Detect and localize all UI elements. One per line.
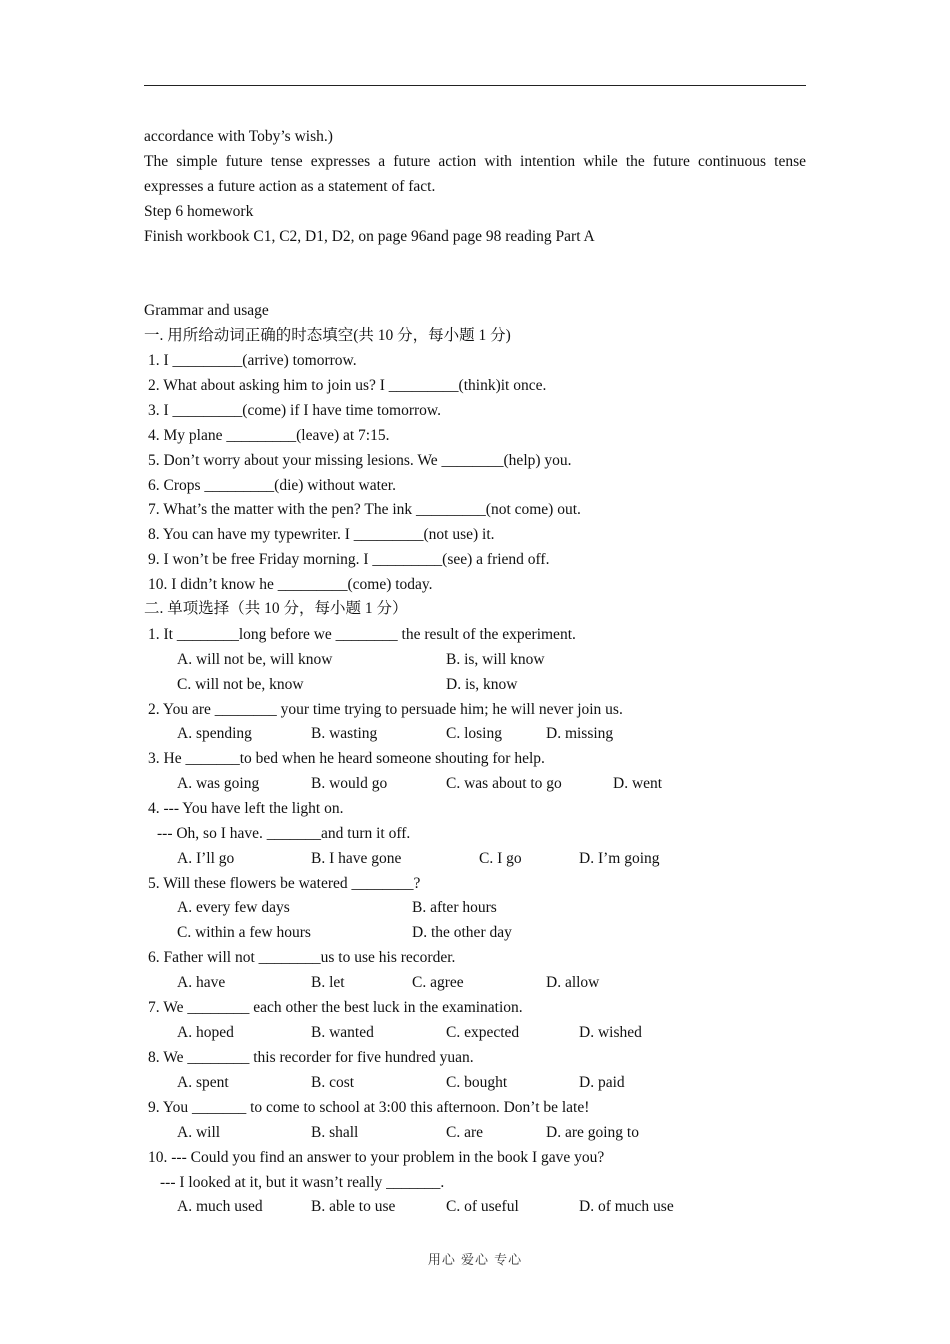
- q6-option-a: A. have: [177, 974, 226, 991]
- q4-option-d: D. I’m going: [579, 850, 660, 867]
- q1-option-a: A. will not be, will know: [177, 651, 333, 668]
- intro-line-2: The simple future tense expresses a future action with intention while the future continuous tense: [144, 153, 806, 170]
- q7-stem: 7. We ________ each other the best luck in the examination.: [148, 999, 523, 1016]
- q4-option-b: B. I have gone: [311, 850, 402, 867]
- section1-title: 一. 用所给动词正确的时态填空(共 10 分，每小题 1 分): [144, 327, 511, 344]
- q8-option-c: C. bought: [446, 1074, 508, 1091]
- q2-option-c: C. losing: [446, 725, 502, 742]
- q10-stem-reply: --- I looked at it, but it wasn’t really _______.: [160, 1174, 445, 1191]
- q10-option-d: D. of much use: [579, 1198, 674, 1215]
- q1-stem: 1. It ________long before we ________ the result of the experiment.: [148, 626, 576, 643]
- header-rule: [144, 85, 806, 86]
- q7-option-b: B. wanted: [311, 1024, 374, 1041]
- s1-item-6: 6. Crops _________(die) without water.: [148, 477, 396, 494]
- q10-stem: 10. --- Could you find an answer to your problem in the book I gave you?: [148, 1149, 605, 1166]
- section2-title: 二. 单项选择（共 10 分，每小题 1 分）: [144, 600, 408, 617]
- q5-stem: 5. Will these flowers be watered ________?: [148, 875, 421, 892]
- q2-option-a: A. spending: [177, 725, 252, 742]
- q2-option-d: D. missing: [546, 725, 614, 742]
- q6-option-b: B. let: [311, 974, 345, 991]
- q6-stem: 6. Father will not ________us to use his recorder.: [148, 949, 456, 966]
- q1-option-d: D. is, know: [446, 676, 518, 693]
- q5-option-c: C. within a few hours: [177, 924, 311, 941]
- s1-item-3: 3. I _________(come) if I have time tomorrow.: [148, 402, 441, 419]
- page-footer: 用心 爱心 专心: [427, 1253, 523, 1268]
- q6-option-d: D. allow: [546, 974, 600, 991]
- s1-item-7: 7. What’s the matter with the pen? The ink _________(not come) out.: [148, 501, 581, 518]
- q4-option-c: C. I go: [479, 850, 522, 867]
- q4-option-a: A. I’ll go: [177, 850, 235, 867]
- q4-stem: 4. --- You have left the light on.: [148, 800, 344, 817]
- q8-option-b: B. cost: [311, 1074, 355, 1091]
- s1-item-1: 1. I _________(arrive) tomorrow.: [148, 352, 357, 369]
- q3-stem: 3. He _______to bed when he heard someone shouting for help.: [148, 750, 545, 767]
- q3-option-d: D. went: [613, 775, 663, 792]
- s1-item-5: 5. Don’t worry about your missing lesions. We ________(help) you.: [148, 452, 572, 469]
- intro-line-3: expresses a future action as a statement of fact.: [144, 178, 436, 195]
- s1-item-4: 4. My plane _________(leave) at 7:15.: [148, 427, 390, 444]
- q8-stem: 8. We ________ this recorder for five hundred yuan.: [148, 1049, 474, 1066]
- q7-option-c: C. expected: [446, 1024, 520, 1041]
- q9-stem: 9. You _______ to come to school at 3:00 this afternoon. Don’t be late!: [148, 1099, 590, 1116]
- q1-option-c: C. will not be, know: [177, 676, 304, 693]
- q5-option-b: B. after hours: [412, 899, 497, 916]
- q10-option-a: A. much used: [177, 1198, 263, 1215]
- grammar-title: Grammar and usage: [144, 302, 269, 319]
- s1-item-8: 8. You can have my typewriter. I _________(not use) it.: [148, 526, 495, 543]
- q8-option-d: D. paid: [579, 1074, 625, 1091]
- q3-option-a: A. was going: [177, 775, 260, 792]
- q2-stem: 2. You are ________ your time trying to persuade him; he will never join us.: [148, 701, 623, 718]
- homework-text: Finish workbook C1, C2, D1, D2, on page 96and page 98 reading Part A: [144, 228, 595, 245]
- q4-stem-reply: --- Oh, so I have. _______and turn it off.: [157, 825, 411, 842]
- s1-item-10: 10. I didn’t know he _________(come) today.: [148, 576, 433, 593]
- q7-option-a: A. hoped: [177, 1024, 234, 1041]
- q10-option-c: C. of useful: [446, 1198, 519, 1215]
- q7-option-d: D. wished: [579, 1024, 642, 1041]
- s1-item-2: 2. What about asking him to join us? I _________(think)it once.: [148, 377, 547, 394]
- q5-option-d: D. the other day: [412, 924, 512, 941]
- q9-option-a: A. will: [177, 1124, 221, 1141]
- q9-option-c: C. are: [446, 1124, 484, 1141]
- q10-option-b: B. able to use: [311, 1198, 396, 1215]
- q9-option-b: B. shall: [311, 1124, 359, 1141]
- q5-option-a: A. every few days: [177, 899, 290, 916]
- q6-option-c: C. agree: [412, 974, 464, 991]
- step6-heading: Step 6 homework: [144, 203, 254, 220]
- s1-item-9: 9. I won’t be free Friday morning. I _________(see) a friend off.: [148, 551, 550, 568]
- q3-option-c: C. was about to go: [446, 775, 562, 792]
- q1-option-b: B. is, will know: [446, 651, 545, 668]
- q2-option-b: B. wasting: [311, 725, 378, 742]
- q3-option-b: B. would go: [311, 775, 388, 792]
- intro-line-1: accordance with Toby’s wish.): [144, 128, 333, 145]
- q9-option-d: D. are going to: [546, 1124, 639, 1141]
- q8-option-a: A. spent: [177, 1074, 229, 1091]
